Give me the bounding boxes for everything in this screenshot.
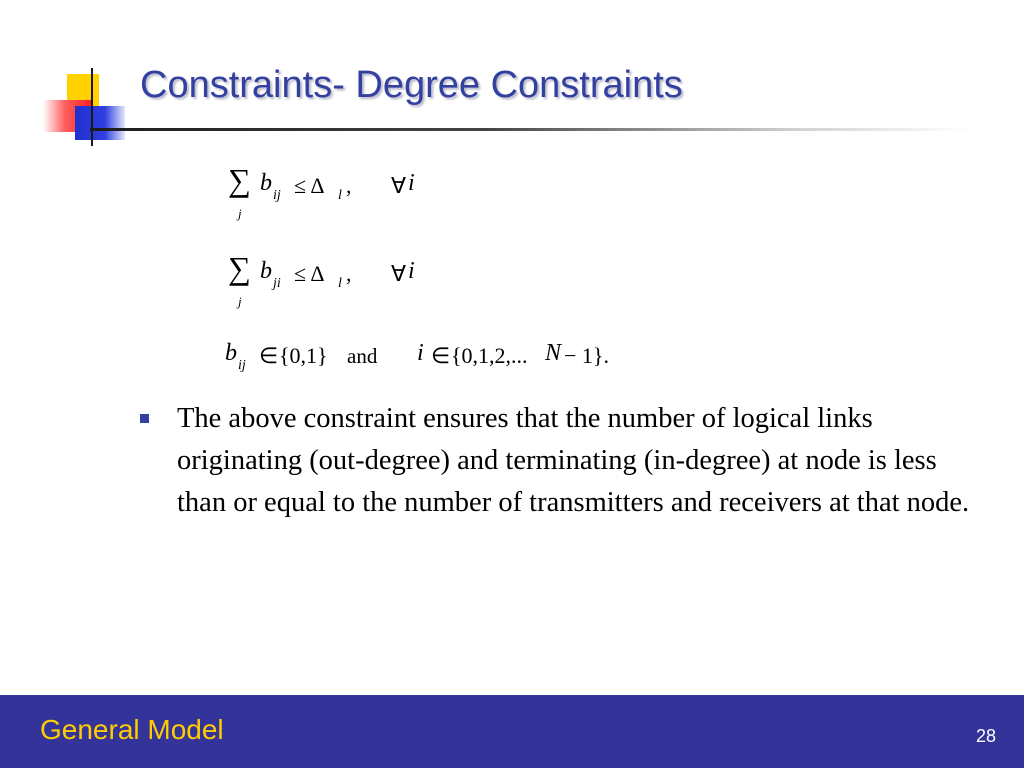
forall-symbol: ∀ <box>391 173 407 198</box>
index-variable: i <box>417 340 424 366</box>
footer-bar <box>0 695 1024 768</box>
title-underline <box>90 128 970 131</box>
slide-title: Constraints- Degree Constraints <box>140 64 683 106</box>
element-of-symbol: ∈ <box>259 343 279 368</box>
node-set-N: N <box>545 340 562 366</box>
logo-squares <box>40 68 130 148</box>
logo-vertical-line <box>91 68 93 146</box>
page-number: 28 <box>975 726 996 746</box>
binary-set: {0,1} <box>279 343 328 368</box>
variable-b: b <box>260 258 272 284</box>
and-text: and <box>347 344 378 368</box>
equation-domain <box>225 340 645 380</box>
variable-b: b <box>260 170 272 196</box>
relation-delta: ≤ Δ <box>294 261 325 286</box>
bullet-square-icon <box>140 414 149 423</box>
forall-variable: i <box>408 258 415 284</box>
element-of-symbol: ∈ <box>431 343 451 368</box>
comma: , <box>346 261 352 286</box>
variable-b: b <box>225 340 237 366</box>
delta-subscript: l <box>338 276 342 291</box>
sum-index: j <box>238 294 242 309</box>
forall-variable: i <box>408 170 415 196</box>
forall-symbol: ∀ <box>391 261 407 286</box>
sum-symbol: ∑ <box>228 250 251 286</box>
variable-subscript: ji <box>273 276 281 291</box>
variable-subscript: ij <box>273 188 281 203</box>
relation-delta: ≤ Δ <box>294 173 325 198</box>
node-set-open: {0,1,2,... <box>451 343 528 368</box>
sum-index: j <box>238 206 242 221</box>
comma: , <box>346 173 352 198</box>
variable-subscript: ij <box>238 358 246 373</box>
logo-blue-square <box>75 106 125 140</box>
footer-title: General Model <box>40 714 224 745</box>
sum-symbol: ∑ <box>228 162 251 198</box>
delta-subscript: l <box>338 188 342 203</box>
equation-out-degree <box>228 162 448 232</box>
equation-in-degree <box>228 250 448 320</box>
bullet-text: The above constraint ensures that the number of logical links originating (out-degree) and terminating (in-degree) at node is less than or equal to the number of transmitters and receivers at that node. <box>177 403 970 518</box>
node-set-close: − 1}. <box>564 343 609 368</box>
